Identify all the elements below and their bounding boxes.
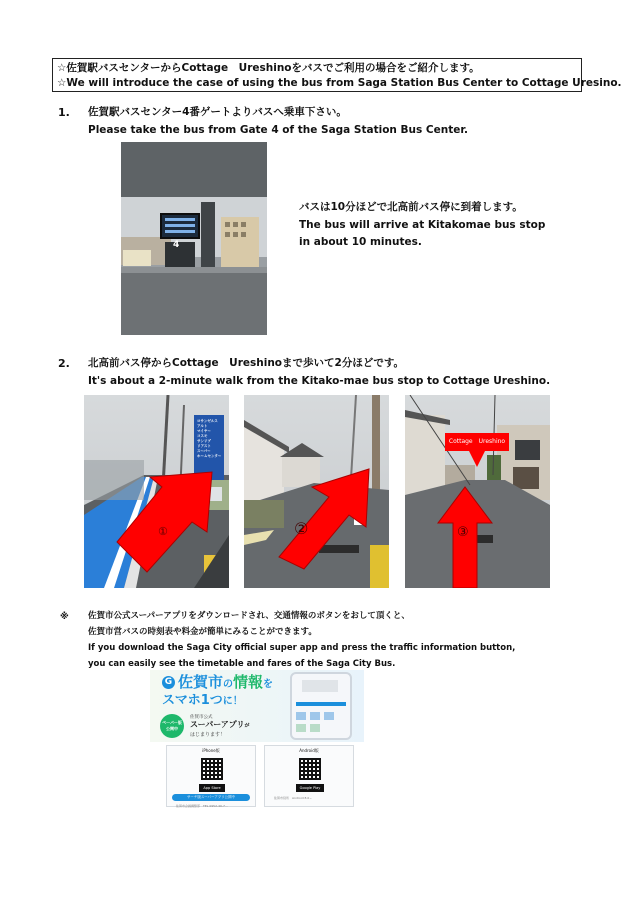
cottage-label: Cottage Ureshino	[445, 433, 509, 451]
phone-tile2	[310, 712, 320, 720]
step1-note-jp: バスは10分ほどで北高前バス停に到着します。	[299, 201, 523, 213]
phone-tile3	[324, 712, 334, 720]
walk-photo-2	[244, 395, 389, 588]
banner-title-part1: 佐賀市	[178, 673, 224, 691]
android-label: Android版	[299, 748, 319, 753]
bus-center-photo	[121, 142, 267, 335]
header-box	[52, 58, 622, 92]
marker-2: ②	[294, 519, 309, 538]
banner-footer-right: 佐賀市役所 Android 8.0~	[274, 796, 312, 800]
store-sign: ロサンゼルス アルト マイヤー コスモ サンリブ リアスト スーパー ホームセンター	[197, 419, 222, 458]
phone-tile5	[310, 724, 320, 732]
banner-footer-left: 佐賀市企画調整部 TEL 0952-40-7…	[176, 804, 228, 808]
note-en1: If you download the Saga City official super app and press the traffic information button,	[88, 643, 516, 653]
note-jp2: 佐賀市営バスの時刻表や料金が簡単にみることができます。	[88, 627, 317, 637]
app-store-badge[interactable]: App Store	[199, 784, 225, 792]
banner-title-line2a: スマホ1つ	[162, 693, 223, 708]
walk-photo-3	[405, 395, 550, 588]
iphone-qr-code	[201, 758, 223, 780]
banner-title-line1	[178, 674, 273, 693]
app-banner	[150, 670, 364, 815]
step1-jp: 佐賀駅バスセンター4番ゲートよりバスへ乗車下さい。	[88, 106, 347, 118]
cottage-pointer	[465, 451, 489, 469]
banner-title-part2: の	[223, 679, 234, 690]
header-en: ☆We will introduce the case of using the bus from Saga Station Bus Center to Cottage Uresino.	[57, 77, 622, 89]
note-en2: you can easily see the timetable and fares of the Saga City Bus.	[88, 659, 396, 669]
step1-note-en2: in about 10 minutes.	[299, 236, 422, 248]
banner-title-line2	[162, 693, 243, 709]
banner-sub1: 佐賀市公式	[190, 715, 213, 720]
paper-badge: ペーパー版 公開中	[160, 714, 184, 738]
saga-logo-icon: G	[162, 676, 175, 689]
bus-center-photo-svg	[121, 142, 267, 335]
marker-1: ①	[158, 525, 168, 538]
banner-title-part4: を	[263, 679, 274, 690]
step2-number: 2.	[58, 357, 70, 370]
phone-mockup	[290, 672, 352, 740]
banner-title-part3: 情報	[233, 673, 264, 691]
header-jp: ☆佐賀駅バスセンターからCottage Ureshinoをバスでご利用の場合をご紹介します。	[57, 62, 480, 74]
phone-tile1	[296, 712, 306, 720]
red-arrow-1	[112, 467, 222, 577]
step1-en: Please take the bus from Gate 4 of the Saga Station Bus Center.	[88, 124, 469, 136]
banner-sub2: スーパーアプリ	[190, 720, 245, 729]
step1-number: 1.	[58, 106, 70, 119]
banner-sub-line	[190, 720, 250, 731]
google-play-badge[interactable]: Google Play	[296, 784, 324, 792]
red-arrow-2	[274, 457, 389, 572]
note-jp1: 佐賀市公式スーパーアプリをダウンロードされ、交通情報のボタンをおして頂くと、	[88, 611, 410, 621]
banner-sub3: が	[244, 723, 250, 729]
walk-photo-1	[84, 395, 229, 588]
step2-jp: 北高前バス停からCottage Ureshinoまで歩いて2分ほどです。	[88, 357, 404, 369]
banner-title-line2b: に！	[222, 696, 243, 707]
android-qr-code	[299, 758, 321, 780]
paper-version-button[interactable]: サーチ版スーパーアプリ公開中	[172, 794, 250, 801]
phone-bar1	[296, 702, 346, 706]
step2-en: It's about a 2-minute walk from the Kitako-mae bus stop to Cottage Ureshino.	[88, 375, 551, 387]
banner-sub4: はじまります！	[190, 732, 226, 738]
iphone-label: iPhone版	[202, 748, 220, 753]
gate-number-sign: 4	[173, 240, 180, 250]
marker-3: ③	[457, 525, 469, 540]
phone-barcode	[302, 680, 338, 692]
step1-note-en1: The bus will arrive at Kitakomae bus stop	[299, 219, 546, 231]
note-mark: ※	[60, 612, 69, 622]
phone-tile4	[296, 724, 306, 732]
